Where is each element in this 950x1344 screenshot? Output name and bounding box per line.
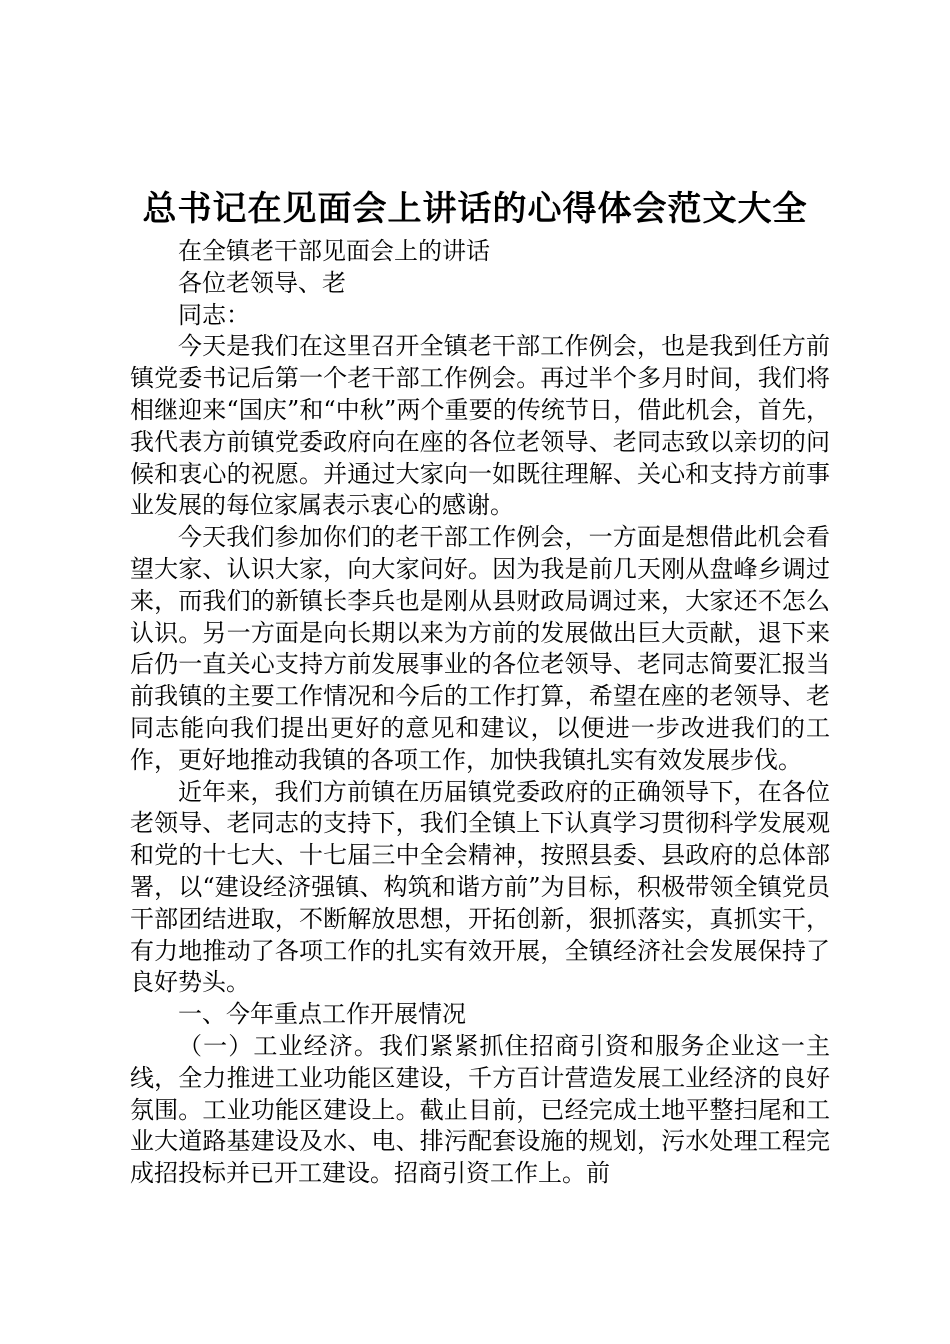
paragraph-body: （一）工业经济。我们紧紧抓住招商引资和服务企业这一主线，全力推进工业功能区建设，千方百计营造发展工业经济的良好氛围。工业功能区建设上。截止目前，已经完成土地平整扫尾和工业大道路基建设及水、电、排污配套设施的规划，污水处理工程完成招投标并已开工建设。招商引资工作上。前 [130,1031,830,1188]
section-heading: 一、今年重点工作开展情况 [178,1000,466,1029]
paragraph-salutation-continued: 同志： [178,300,250,329]
paragraph-salutation: 各位老领导、老 [178,268,346,297]
paragraph-body: 近年来，我们方前镇在历届镇党委政府的正确领导下，在各位老领导、老同志的支持下，我们全镇上下认真学习贯彻科学发展观和党的十七大、十七届三中全会精神，按照县委、县政府的总体部署，以“建设经济强镇、构筑和谐方前”为目标，积极带领全镇党员干部团结进取，不断解放思想，开拓创新，狠抓落实，真抓实干，有力地推动了各项工作的扎实有效开展，全镇经济社会发展保持了良好势头。 [130,777,830,997]
document-title: 总书记在见面会上讲话的心得体会范文大全 [142,189,808,229]
document-body [130,236,830,1190]
paragraph-body: 今天我们参加你们的老干部工作例会，一方面是想借此机会看望大家、认识大家，向大家问好。因为我是前几天刚从盘峰乡调过来，而我们的新镇长李兵也是刚从县财政局调过来，大家还不怎么认识。另一方面是向长期以来为方前的发展做出巨大贡献，退下来后仍一直关心支持方前发展事业的各位老领导、老同志简要汇报当前我镇的主要工作情况和今后的工作打算，希望在座的老领导、老同志能向我们提出更好的意见和建议，以便进一步改进我们的工作，更好地推动我镇的各项工作，加快我镇扎实有效发展步伐。 [130,523,830,774]
paragraph-speech-heading: 在全镇老干部见面会上的讲话 [178,237,490,265]
paragraph-body: 今天是我们在这里召开全镇老干部工作例会，也是我到任方前镇党委书记后第一个老干部工作例会。再过半个多月时间，我们将相继迎来“国庆”和“中秋”两个重要的传统节日，借此机会，首先，我代表方前镇党委政府向在座的各位老领导、老同志致以亲切的问候和衷心的祝愿。并通过大家向一如既往理解、关心和支持方前事业发展的每位家属表示衷心的感谢。 [130,332,830,520]
